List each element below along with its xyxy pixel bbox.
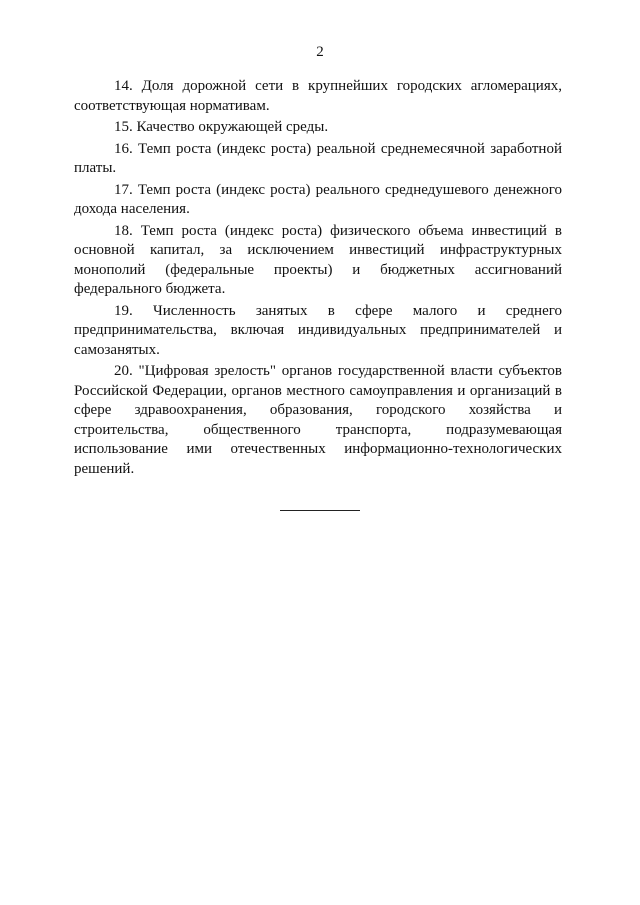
list-item: 18. Темп роста (индекс роста) физического объема инвестиций в основной капитал, за исключением инвестиций инфраструктурных монополий (федеральные проекты) и бюджетных ассигнований федерального бюджета. [74,222,562,297]
document-body [74,77,562,481]
list-item: 19. Численность занятых в сфере малого и среднего предпринимательства, включая индивидуальных предпринимателей и самозанятых. [74,302,562,358]
end-of-document-divider [280,510,360,511]
page-number: 2 [316,44,324,60]
list-item: 14. Доля дорожной сети в крупнейших городских агломерациях, соответствующая нормативам. [74,78,562,114]
list-item: 16. Темп роста (индекс роста) реальной среднемесячной заработной платы. [74,140,562,176]
list-item: 15. Качество окружающей среды. [114,119,329,135]
list-item: 17. Темп роста (индекс роста) реального среднедушевого денежного дохода населения. [74,181,562,217]
list-item: 20. "Цифровая зрелость" органов государственной власти субъектов Российской Федерации, органов местного самоуправления и организаций в сфере здравоохранения, образования, городского хозяйства и строительства, общественного транспорта, подразумевающая использование ими отечественных информационно-технологических решений. [74,363,562,477]
